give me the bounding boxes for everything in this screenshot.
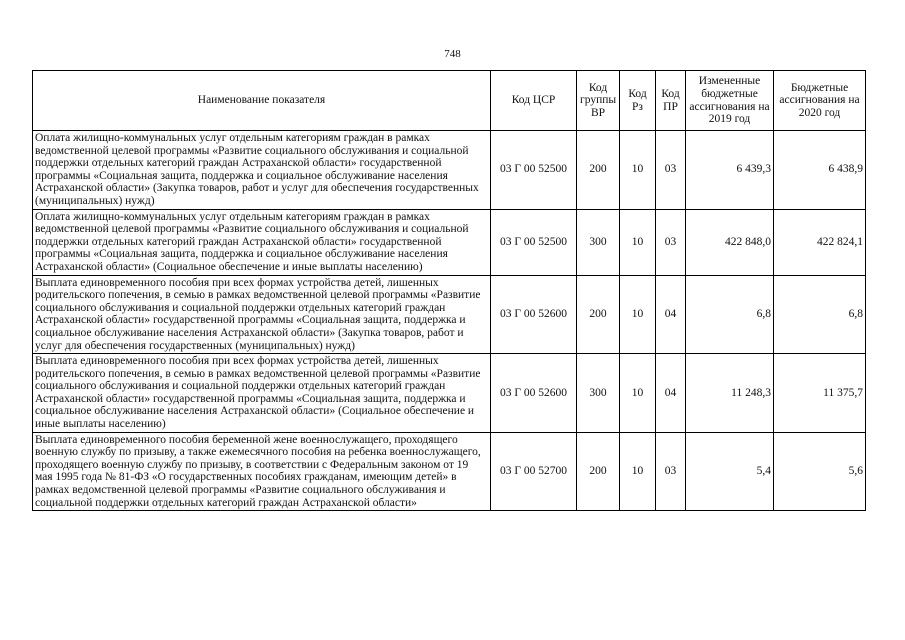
row-amount-2020: 422 824,1 [774, 209, 866, 275]
row-pr: 04 [656, 275, 686, 354]
row-csr: 03 Г 00 52600 [491, 354, 577, 433]
row-name: Выплата единовременного пособия беременной жене военнослужащего, проходящего военную службу по призыву, а также ежемесячного пособия на ребенка военнослужащего, проходящего военную службу по призыву, в соответствии с Федеральным законом от 19 мая 1995 года № 81-ФЗ «О государственных пособиях гражданам, имеющим детей» в рамках ведомственной целевой программы «Развитие социального обслуживания и социальной поддержки отдельных категорий граждан Астраханской области» [33, 432, 491, 511]
page-number: 748 [444, 48, 461, 60]
budget-table [32, 70, 866, 511]
row-amount-2020: 6,8 [774, 275, 866, 354]
table-row [33, 131, 866, 210]
row-pr: 03 [656, 209, 686, 275]
header-rz: Код Рз [620, 71, 656, 131]
header-csr: Код ЦСР [491, 71, 577, 131]
header-vr: Код группы ВР [577, 71, 620, 131]
row-vr: 300 [577, 354, 620, 433]
table-row [33, 354, 866, 433]
row-csr: 03 Г 00 52700 [491, 432, 577, 511]
row-rz: 10 [620, 275, 656, 354]
row-amount-2019: 6,8 [686, 275, 774, 354]
row-amount-2019: 422 848,0 [686, 209, 774, 275]
table-row [33, 275, 866, 354]
row-csr: 03 Г 00 52600 [491, 275, 577, 354]
table-row [33, 209, 866, 275]
row-amount-2019: 6 439,3 [686, 131, 774, 210]
header-amount-2020: Бюджетные ассигнования на 2020 год [774, 71, 866, 131]
row-amount-2019: 11 248,3 [686, 354, 774, 433]
row-rz: 10 [620, 131, 656, 210]
row-name: Оплата жилищно-коммунальных услуг отдельным категориям граждан в рамках ведомственной целевой программы «Развитие социального обслуживания и социальной поддержки отдельных категорий граждан Астраханской области» государственной программы «Социальная защита, поддержка и социальное обслуживание населения Астраханской области» (Закупка товаров, работ и услуг для обеспечения государственных (муниципальных) нужд) [33, 131, 491, 210]
row-vr: 200 [577, 131, 620, 210]
row-rz: 10 [620, 432, 656, 511]
table-header-row [33, 71, 866, 131]
row-name: Оплата жилищно-коммунальных услуг отдельным категориям граждан в рамках ведомственной целевой программы «Развитие социального обслуживания и социальной поддержки отдельных категорий граждан Астраханской области» государственной программы «Социальная защита, поддержка и социальное обслуживание населения Астраханской области» (Социальное обеспечение и иные выплаты населению) [33, 209, 491, 275]
row-amount-2019: 5,4 [686, 432, 774, 511]
row-vr: 200 [577, 275, 620, 354]
row-pr: 03 [656, 131, 686, 210]
row-vr: 200 [577, 432, 620, 511]
table-row [33, 432, 866, 511]
row-name: Выплата единовременного пособия при всех формах устройства детей, лишенных родительского попечения, в семью в рамках ведомственной целевой программы «Развитие социального обслуживания и социальной поддержки отдельных категорий граждан Астраханской области» государственной программы «Социальная защита, поддержка и социальное обслуживание населения Астраханской области» (Закупка товаров, работ и услуг для обеспечения государственных (муниципальных) нужд) [33, 275, 491, 354]
row-vr: 300 [577, 209, 620, 275]
row-rz: 10 [620, 209, 656, 275]
row-amount-2020: 11 375,7 [774, 354, 866, 433]
row-csr: 03 Г 00 52500 [491, 209, 577, 275]
row-name: Выплата единовременного пособия при всех формах устройства детей, лишенных родительского попечения, в семью в рамках ведомственной целевой программы «Развитие социального обслуживания и социальной поддержки отдельных категорий граждан Астраханской области» государственной программы «Социальная защита, поддержка и социальное обслуживание населения Астраханской области» (Социальное обеспечение и иные выплаты населению) [33, 354, 491, 433]
row-amount-2020: 5,6 [774, 432, 866, 511]
row-csr: 03 Г 00 52500 [491, 131, 577, 210]
row-amount-2020: 6 438,9 [774, 131, 866, 210]
header-amount-2019: Измененные бюджетные ассигнования на 2019 год [686, 71, 774, 131]
row-pr: 03 [656, 432, 686, 511]
header-name: Наименование показателя [33, 71, 491, 131]
row-pr: 04 [656, 354, 686, 433]
row-rz: 10 [620, 354, 656, 433]
header-pr: Код ПР [656, 71, 686, 131]
